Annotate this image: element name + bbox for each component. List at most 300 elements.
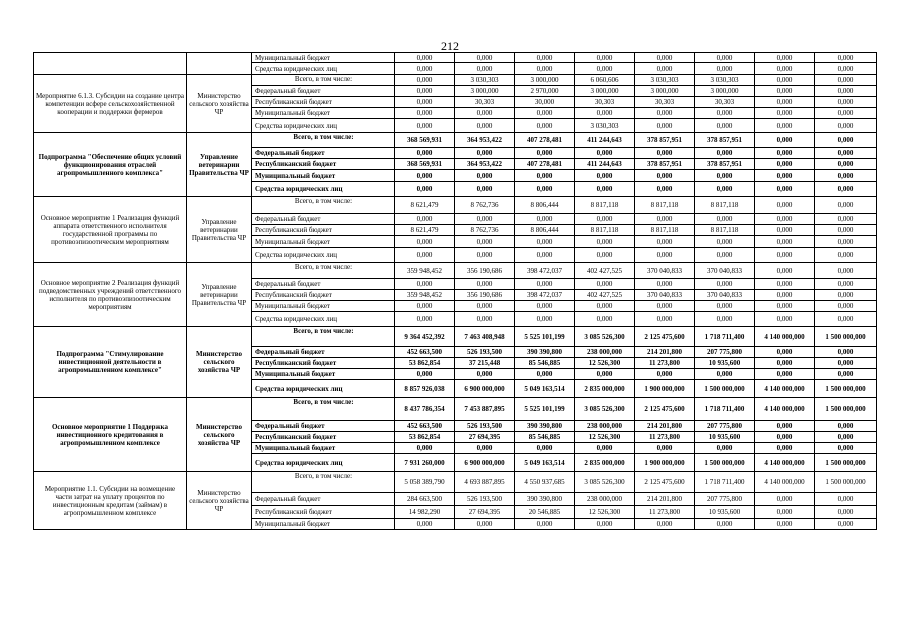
funding-source-cell: Всего, в том числе: <box>252 472 395 493</box>
value-cell: 0,000 <box>635 108 695 119</box>
table-row <box>34 327 877 347</box>
funding-source-cell: Муниципальный бюджет <box>252 301 395 312</box>
funding-source-cell: Федеральный бюджет <box>252 347 395 358</box>
value-cell: 526 193,500 <box>455 421 515 432</box>
value-cell: 1 500 000,000 <box>815 380 877 398</box>
value-cell: 0,000 <box>755 358 815 369</box>
value-cell: 0,000 <box>755 347 815 358</box>
value-cell: 0,000 <box>755 53 815 63</box>
value-cell: 402 427,525 <box>575 290 635 301</box>
funding-source-cell: Муниципальный бюджет <box>252 170 395 182</box>
executor-cell: Управление ветеринарии Правительства ЧР <box>187 263 252 327</box>
value-cell: 0,000 <box>575 519 635 530</box>
funding-source-cell: Всего, в том числе: <box>252 327 395 347</box>
table-row <box>34 398 877 421</box>
value-cell: 1 500 000,000 <box>695 454 755 472</box>
value-cell: 12 526,300 <box>575 506 635 519</box>
value-cell: 0,000 <box>755 506 815 519</box>
value-cell: 8 762,736 <box>455 225 515 236</box>
value-cell: 0,000 <box>635 170 695 182</box>
value-cell: 1 500 000,000 <box>815 454 877 472</box>
value-cell: 0,000 <box>395 301 455 312</box>
value-cell: 0,000 <box>395 312 455 327</box>
value-cell: 0,000 <box>755 182 815 197</box>
value-cell: 0,000 <box>455 53 515 63</box>
value-cell: 4 140 000,000 <box>755 380 815 398</box>
funding-source-cell: Республиканский бюджет <box>252 506 395 519</box>
value-cell: 0,000 <box>395 53 455 63</box>
value-cell: 0,000 <box>395 214 455 225</box>
value-cell: 4 140 000,000 <box>755 398 815 421</box>
value-cell: 398 472,037 <box>515 290 575 301</box>
funding-source-cell: Средства юридических лиц <box>252 454 395 472</box>
value-cell: 0,000 <box>755 248 815 263</box>
value-cell: 0,000 <box>455 248 515 263</box>
value-cell: 0,000 <box>755 432 815 443</box>
value-cell: 0,000 <box>695 236 755 248</box>
value-cell: 0,000 <box>575 63 635 75</box>
value-cell: 8 817,118 <box>695 225 755 236</box>
value-cell: 207 775,800 <box>695 493 755 506</box>
funding-source-cell: Муниципальный бюджет <box>252 236 395 248</box>
table-row <box>34 472 877 493</box>
value-cell: 5 525 101,199 <box>515 327 575 347</box>
value-cell: 0,000 <box>515 148 575 159</box>
value-cell: 0,000 <box>635 519 695 530</box>
value-cell: 0,000 <box>515 236 575 248</box>
funding-source-cell: Муниципальный бюджет <box>252 369 395 380</box>
value-cell: 0,000 <box>635 148 695 159</box>
executor-cell: Министерство сельского хозяйства ЧР <box>187 398 252 472</box>
activity-name-cell: Основное мероприятие 2 Реализация функций подведомственных учреждений ответственного исполнителя по противоэпизоотическим мероприятиям <box>34 263 187 327</box>
value-cell: 370 040,833 <box>635 290 695 301</box>
value-cell: 0,000 <box>755 197 815 214</box>
value-cell: 370 040,833 <box>635 263 695 279</box>
value-cell: 0,000 <box>575 369 635 380</box>
funding-source-cell: Всего, в том числе: <box>252 398 395 421</box>
funding-source-cell: Муниципальный бюджет <box>252 443 395 454</box>
value-cell: 0,000 <box>815 279 877 290</box>
value-cell: 3 030,303 <box>575 119 635 133</box>
value-cell: 8 806,444 <box>515 225 575 236</box>
funding-source-cell: Всего, в том числе: <box>252 197 395 214</box>
value-cell: 0,000 <box>575 148 635 159</box>
value-cell: 0,000 <box>635 248 695 263</box>
value-cell: 0,000 <box>755 225 815 236</box>
value-cell: 0,000 <box>455 108 515 119</box>
value-cell: 0,000 <box>635 53 695 63</box>
value-cell: 8 762,736 <box>455 197 515 214</box>
value-cell: 20 546,885 <box>515 506 575 519</box>
budget-table <box>33 52 877 530</box>
value-cell: 0,000 <box>815 225 877 236</box>
value-cell: 12 526,300 <box>575 358 635 369</box>
value-cell: 6 900 000,000 <box>455 380 515 398</box>
value-cell: 30,303 <box>575 97 635 108</box>
value-cell: 0,000 <box>575 182 635 197</box>
value-cell: 0,000 <box>575 312 635 327</box>
value-cell: 0,000 <box>695 369 755 380</box>
value-cell: 2 125 475,600 <box>635 472 695 493</box>
value-cell: 0,000 <box>815 108 877 119</box>
value-cell: 0,000 <box>695 63 755 75</box>
value-cell: 0,000 <box>755 421 815 432</box>
value-cell: 0,000 <box>755 312 815 327</box>
value-cell: 370 040,833 <box>695 290 755 301</box>
value-cell: 0,000 <box>395 443 455 454</box>
value-cell: 0,000 <box>815 148 877 159</box>
funding-source-cell: Всего, в том числе: <box>252 263 395 279</box>
value-cell: 0,000 <box>635 301 695 312</box>
funding-source-cell: Средства юридических лиц <box>252 248 395 263</box>
value-cell: 8 806,444 <box>515 197 575 214</box>
value-cell: 0,000 <box>515 119 575 133</box>
value-cell: 0,000 <box>395 170 455 182</box>
value-cell: 0,000 <box>755 236 815 248</box>
value-cell: 8 817,118 <box>695 197 755 214</box>
value-cell: 14 982,290 <box>395 506 455 519</box>
value-cell: 390 390,800 <box>515 493 575 506</box>
value-cell: 5 049 163,514 <box>515 380 575 398</box>
value-cell: 0,000 <box>455 236 515 248</box>
funding-source-cell: Республиканский бюджет <box>252 358 395 369</box>
activity-name-cell: Основное мероприятие 1 Поддержка инвестиционного кредитования в агропромышленном комплексе <box>34 398 187 472</box>
value-cell: 364 953,422 <box>455 133 515 148</box>
value-cell: 0,000 <box>755 75 815 86</box>
funding-source-cell: Республиканский бюджет <box>252 290 395 301</box>
value-cell: 207 775,800 <box>695 421 755 432</box>
funding-source-cell: Муниципальный бюджет <box>252 519 395 530</box>
value-cell: 0,000 <box>755 119 815 133</box>
value-cell: 238 000,000 <box>575 421 635 432</box>
value-cell: 0,000 <box>815 358 877 369</box>
value-cell: 0,000 <box>455 148 515 159</box>
value-cell: 3 000,000 <box>455 86 515 97</box>
value-cell: 8 437 786,354 <box>395 398 455 421</box>
table-row <box>34 197 877 214</box>
table-row <box>34 53 877 63</box>
funding-source-cell: Республиканский бюджет <box>252 432 395 443</box>
value-cell: 0,000 <box>455 279 515 290</box>
value-cell: 0,000 <box>755 493 815 506</box>
funding-source-cell: Средства юридических лиц <box>252 119 395 133</box>
funding-source-cell: Федеральный бюджет <box>252 148 395 159</box>
value-cell: 0,000 <box>815 493 877 506</box>
value-cell: 11 273,800 <box>635 432 695 443</box>
value-cell: 85 546,885 <box>515 432 575 443</box>
value-cell: 0,000 <box>695 170 755 182</box>
value-cell: 0,000 <box>755 133 815 148</box>
value-cell: 359 948,452 <box>395 290 455 301</box>
value-cell: 5 058 389,790 <box>395 472 455 493</box>
table-row <box>34 75 877 86</box>
value-cell: 0,000 <box>515 443 575 454</box>
value-cell: 452 663,500 <box>395 347 455 358</box>
value-cell: 359 948,452 <box>395 263 455 279</box>
table-row <box>34 133 877 148</box>
value-cell: 0,000 <box>575 170 635 182</box>
value-cell: 0,000 <box>815 290 877 301</box>
value-cell: 0,000 <box>515 170 575 182</box>
funding-source-cell: Федеральный бюджет <box>252 279 395 290</box>
value-cell: 0,000 <box>755 108 815 119</box>
value-cell: 390 390,800 <box>515 347 575 358</box>
table-row <box>34 263 877 279</box>
value-cell: 10 935,600 <box>695 506 755 519</box>
value-cell: 85 546,885 <box>515 358 575 369</box>
value-cell: 3 030,303 <box>695 75 755 86</box>
value-cell: 0,000 <box>635 63 695 75</box>
value-cell: 0,000 <box>455 170 515 182</box>
value-cell: 0,000 <box>695 108 755 119</box>
funding-source-cell: Федеральный бюджет <box>252 86 395 97</box>
value-cell: 1 900 000,000 <box>635 380 695 398</box>
value-cell: 0,000 <box>455 443 515 454</box>
value-cell: 4 140 000,000 <box>755 454 815 472</box>
value-cell: 0,000 <box>455 214 515 225</box>
value-cell: 0,000 <box>395 236 455 248</box>
activity-name-cell: Основное мероприятие 1 Реализация функций аппарата ответственного исполнителя государственной программы по противоэпизоотическим мероприятиям <box>34 197 187 263</box>
value-cell: 0,000 <box>515 182 575 197</box>
value-cell: 0,000 <box>575 236 635 248</box>
value-cell: 53 862,854 <box>395 358 455 369</box>
value-cell: 0,000 <box>635 236 695 248</box>
value-cell: 0,000 <box>815 63 877 75</box>
value-cell: 0,000 <box>755 519 815 530</box>
value-cell: 1 718 711,400 <box>695 327 755 347</box>
value-cell: 0,000 <box>755 86 815 97</box>
value-cell: 0,000 <box>395 63 455 75</box>
value-cell: 2 125 475,600 <box>635 398 695 421</box>
value-cell: 214 201,800 <box>635 347 695 358</box>
value-cell: 0,000 <box>755 148 815 159</box>
value-cell: 526 193,500 <box>455 347 515 358</box>
value-cell: 0,000 <box>815 236 877 248</box>
value-cell: 0,000 <box>815 443 877 454</box>
value-cell: 8 817,118 <box>635 197 695 214</box>
value-cell: 4 550 937,685 <box>515 472 575 493</box>
value-cell: 0,000 <box>695 248 755 263</box>
value-cell: 0,000 <box>755 97 815 108</box>
executor-cell: Управление ветеринарии Правительства ЧР <box>187 197 252 263</box>
value-cell: 30,000 <box>515 97 575 108</box>
value-cell: 0,000 <box>815 53 877 63</box>
value-cell: 0,000 <box>515 248 575 263</box>
value-cell: 0,000 <box>755 214 815 225</box>
value-cell: 0,000 <box>695 53 755 63</box>
value-cell: 37 215,448 <box>455 358 515 369</box>
value-cell: 11 273,800 <box>635 506 695 519</box>
value-cell: 0,000 <box>395 97 455 108</box>
value-cell: 0,000 <box>695 312 755 327</box>
value-cell: 378 857,951 <box>695 159 755 170</box>
value-cell: 3 000,000 <box>635 86 695 97</box>
value-cell: 0,000 <box>635 119 695 133</box>
activity-name-cell <box>34 53 187 75</box>
value-cell: 8 817,118 <box>575 225 635 236</box>
value-cell: 10 935,600 <box>695 432 755 443</box>
value-cell: 0,000 <box>575 443 635 454</box>
value-cell: 0,000 <box>755 369 815 380</box>
value-cell: 0,000 <box>815 506 877 519</box>
value-cell: 0,000 <box>515 108 575 119</box>
value-cell: 0,000 <box>755 63 815 75</box>
activity-name-cell: Мероприятие 1.1. Субсидии на возмещение части затрат на уплату процентов по инвестиционным кредитам (займам) в агропромышленном комплексе <box>34 472 187 530</box>
value-cell: 0,000 <box>815 432 877 443</box>
value-cell: 0,000 <box>755 301 815 312</box>
value-cell: 0,000 <box>815 170 877 182</box>
value-cell: 1 500 000,000 <box>815 472 877 493</box>
value-cell: 0,000 <box>815 263 877 279</box>
value-cell: 0,000 <box>815 301 877 312</box>
value-cell: 398 472,037 <box>515 263 575 279</box>
value-cell: 4 693 887,895 <box>455 472 515 493</box>
value-cell: 6 060,606 <box>575 75 635 86</box>
value-cell: 27 694,395 <box>455 506 515 519</box>
value-cell: 0,000 <box>515 312 575 327</box>
value-cell: 0,000 <box>575 214 635 225</box>
value-cell: 402 427,525 <box>575 263 635 279</box>
value-cell: 3 085 526,300 <box>575 472 635 493</box>
funding-source-cell: Муниципальный бюджет <box>252 108 395 119</box>
activity-name-cell: Мероприятие 6.1.3. Субсидии на создание центра компетенции всфере сельскохозяйственной кооперации и поддержки фермеров <box>34 75 187 133</box>
value-cell: 0,000 <box>695 519 755 530</box>
value-cell: 0,000 <box>815 119 877 133</box>
value-cell: 0,000 <box>815 248 877 263</box>
value-cell: 411 244,643 <box>575 133 635 148</box>
funding-source-cell: Средства юридических лиц <box>252 63 395 75</box>
value-cell: 368 569,931 <box>395 133 455 148</box>
activity-name-cell: Подпрограмма "Обеспечение общих условий функционирования отраслей агропромышленного комплекса" <box>34 133 187 197</box>
value-cell: 0,000 <box>815 159 877 170</box>
value-cell: 356 190,686 <box>455 290 515 301</box>
value-cell: 8 621,479 <box>395 197 455 214</box>
value-cell: 7 453 887,895 <box>455 398 515 421</box>
value-cell: 3 085 526,300 <box>575 327 635 347</box>
executor-cell: Министерство сельского хозяйства ЧР <box>187 472 252 530</box>
funding-source-cell: Муниципальный бюджет <box>252 53 395 63</box>
value-cell: 0,000 <box>695 214 755 225</box>
value-cell: 0,000 <box>395 369 455 380</box>
page-number: 212 <box>441 39 459 53</box>
value-cell: 53 862,854 <box>395 432 455 443</box>
value-cell: 0,000 <box>695 301 755 312</box>
value-cell: 0,000 <box>395 108 455 119</box>
funding-source-cell: Средства юридических лиц <box>252 380 395 398</box>
value-cell: 378 857,951 <box>695 133 755 148</box>
value-cell: 207 775,800 <box>695 347 755 358</box>
value-cell: 3 000,000 <box>515 75 575 86</box>
value-cell: 1 718 711,400 <box>695 472 755 493</box>
funding-source-cell: Средства юридических лиц <box>252 182 395 197</box>
funding-source-cell: Всего, в том числе: <box>252 75 395 86</box>
value-cell: 0,000 <box>395 279 455 290</box>
value-cell: 0,000 <box>815 369 877 380</box>
value-cell: 356 190,686 <box>455 263 515 279</box>
funding-source-cell: Средства юридических лиц <box>252 312 395 327</box>
value-cell: 284 663,500 <box>395 493 455 506</box>
value-cell: 0,000 <box>755 263 815 279</box>
value-cell: 0,000 <box>755 159 815 170</box>
value-cell: 27 694,395 <box>455 432 515 443</box>
value-cell: 0,000 <box>755 443 815 454</box>
value-cell: 238 000,000 <box>575 493 635 506</box>
value-cell: 526 193,500 <box>455 493 515 506</box>
value-cell: 5 049 163,514 <box>515 454 575 472</box>
value-cell: 0,000 <box>755 170 815 182</box>
value-cell: 407 278,481 <box>515 159 575 170</box>
value-cell: 0,000 <box>395 86 455 97</box>
value-cell: 7 931 260,000 <box>395 454 455 472</box>
value-cell: 0,000 <box>635 214 695 225</box>
value-cell: 0,000 <box>455 369 515 380</box>
value-cell: 0,000 <box>515 301 575 312</box>
value-cell: 0,000 <box>815 312 877 327</box>
value-cell: 0,000 <box>455 63 515 75</box>
value-cell: 0,000 <box>455 312 515 327</box>
funding-source-cell: Федеральный бюджет <box>252 214 395 225</box>
value-cell: 0,000 <box>815 421 877 432</box>
value-cell: 0,000 <box>575 108 635 119</box>
value-cell: 0,000 <box>815 86 877 97</box>
value-cell: 0,000 <box>455 301 515 312</box>
value-cell: 3 085 526,300 <box>575 398 635 421</box>
value-cell: 238 000,000 <box>575 347 635 358</box>
value-cell: 0,000 <box>695 182 755 197</box>
executor-cell: Министерство сельского хозяйства ЧР <box>187 75 252 133</box>
value-cell: 8 817,118 <box>635 225 695 236</box>
value-cell: 3 030,303 <box>635 75 695 86</box>
funding-source-cell: Всего, в том числе: <box>252 133 395 148</box>
value-cell: 8 621,479 <box>395 225 455 236</box>
value-cell: 2 835 000,000 <box>575 380 635 398</box>
activity-name-cell: Подпрограмма "Стимулирование инвестиционной деятельности в агропромышленном комплексе" <box>34 327 187 398</box>
value-cell: 9 364 452,392 <box>395 327 455 347</box>
value-cell: 411 244,643 <box>575 159 635 170</box>
executor-cell <box>187 53 252 75</box>
executor-cell: Управление ветеринарии Правительства ЧР <box>187 133 252 197</box>
value-cell: 0,000 <box>815 197 877 214</box>
value-cell: 0,000 <box>395 119 455 133</box>
value-cell: 0,000 <box>815 182 877 197</box>
value-cell: 0,000 <box>635 312 695 327</box>
value-cell: 0,000 <box>515 214 575 225</box>
value-cell: 0,000 <box>695 148 755 159</box>
value-cell: 12 526,300 <box>575 432 635 443</box>
funding-source-cell: Республиканский бюджет <box>252 225 395 236</box>
value-cell: 0,000 <box>515 369 575 380</box>
value-cell: 4 140 000,000 <box>755 472 815 493</box>
value-cell: 0,000 <box>515 279 575 290</box>
value-cell: 0,000 <box>755 279 815 290</box>
value-cell: 390 390,800 <box>515 421 575 432</box>
value-cell: 0,000 <box>815 214 877 225</box>
value-cell: 7 463 408,948 <box>455 327 515 347</box>
value-cell: 0,000 <box>575 301 635 312</box>
value-cell: 3 030,303 <box>455 75 515 86</box>
value-cell: 8 817,118 <box>575 197 635 214</box>
value-cell: 1 500 000,000 <box>695 380 755 398</box>
value-cell: 5 525 101,199 <box>515 398 575 421</box>
value-cell: 0,000 <box>515 53 575 63</box>
value-cell: 0,000 <box>395 75 455 86</box>
funding-source-cell: Федеральный бюджет <box>252 421 395 432</box>
value-cell: 3 000,000 <box>575 86 635 97</box>
value-cell: 3 000,000 <box>695 86 755 97</box>
value-cell: 364 953,422 <box>455 159 515 170</box>
value-cell: 1 718 711,400 <box>695 398 755 421</box>
value-cell: 30,303 <box>635 97 695 108</box>
